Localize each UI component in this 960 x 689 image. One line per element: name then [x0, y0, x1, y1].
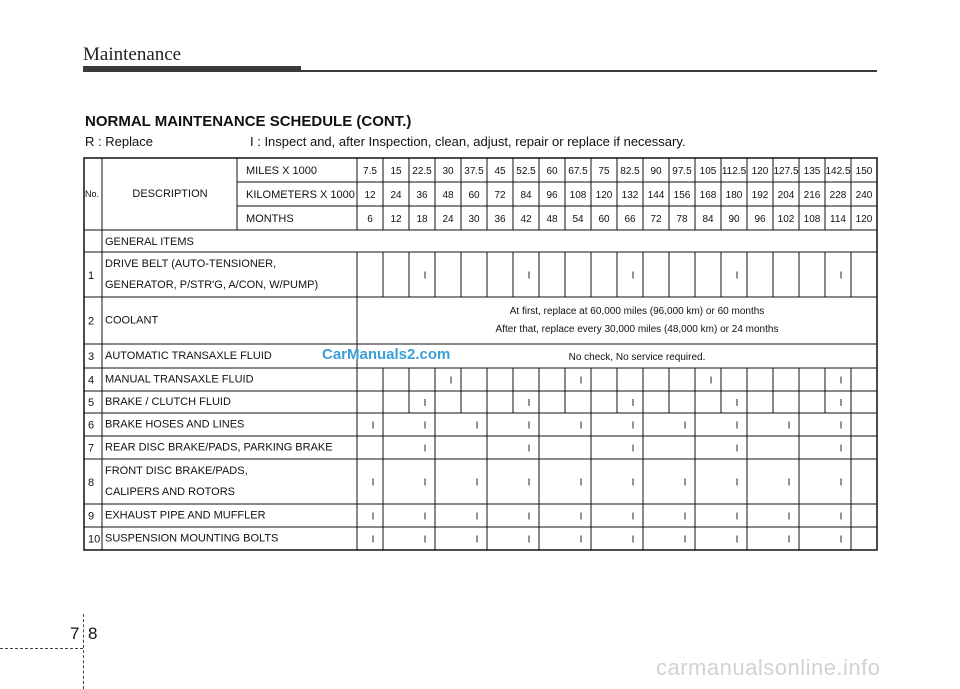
inspect-mark: I: [371, 511, 375, 523]
months-value: 30: [468, 214, 480, 225]
row-description: SUSPENSION MOUNTING BOLTS: [105, 532, 279, 545]
kilometers-value: 216: [803, 190, 821, 201]
kilometers-value: 228: [829, 190, 847, 201]
months-value: 66: [624, 214, 636, 225]
inspect-mark: I: [423, 511, 427, 523]
kilometers-value: 36: [416, 190, 428, 201]
inspect-mark: I: [371, 477, 375, 489]
inspect-mark: I: [735, 511, 739, 523]
inspect-mark: I: [579, 511, 583, 523]
kilometers-value: 240: [855, 190, 873, 201]
inspect-mark: I: [735, 420, 739, 432]
inspect-mark: I: [449, 375, 453, 387]
kilometers-value: 60: [468, 190, 480, 201]
inspect-mark: I: [527, 398, 531, 409]
months-value: 90: [728, 214, 740, 225]
inspect-mark: I: [839, 420, 843, 432]
miles-value: 52.5: [516, 166, 536, 177]
inspect-mark: I: [423, 477, 427, 489]
miles-value: 127.5: [773, 166, 799, 177]
miles-value: 75: [598, 166, 610, 177]
page-number-page: 8: [88, 624, 98, 643]
row-description: BRAKE HOSES AND LINES: [105, 418, 245, 431]
kilometers-value: 96: [546, 190, 558, 201]
row-description: BRAKE / CLUTCH FLUID: [105, 396, 231, 408]
kilometers-value: 12: [364, 190, 376, 201]
inspect-mark: I: [735, 443, 739, 455]
months-value: 60: [598, 214, 610, 225]
no-header: No.: [85, 189, 100, 199]
kilometers-value: 48: [442, 190, 454, 201]
inspect-mark: I: [631, 420, 635, 432]
page-number-chapter: 7: [70, 624, 80, 643]
months-value: 114: [830, 214, 846, 225]
miles-value: 135: [803, 166, 821, 177]
inspect-mark: I: [839, 270, 843, 282]
legend-replace: R : Replace: [85, 134, 153, 149]
row-number: 1: [88, 270, 95, 282]
miles-value: 150: [855, 166, 873, 177]
row-number: 7: [88, 442, 95, 455]
inspect-mark: I: [475, 477, 479, 489]
months-value: 12: [390, 214, 402, 225]
inspect-mark: I: [839, 443, 843, 455]
description-header: DESCRIPTION: [132, 188, 208, 200]
inspect-mark: I: [735, 270, 739, 282]
inspect-mark: I: [631, 477, 635, 489]
bottom-dashed-rule: [0, 648, 83, 649]
interval-label: KILOMETERS X 1000: [246, 189, 355, 201]
miles-value: 22.5: [412, 166, 432, 177]
inspect-mark: I: [579, 477, 583, 489]
general-items-label: GENERAL ITEMS: [105, 236, 194, 248]
inspect-mark: I: [579, 375, 583, 387]
kilometers-value: 156: [673, 190, 691, 201]
inspect-mark: I: [527, 477, 531, 489]
miles-value: 112.5: [721, 166, 747, 177]
row-number: 8: [88, 477, 95, 489]
inspect-mark: I: [735, 534, 739, 546]
row-number: 4: [88, 374, 95, 387]
miles-value: 82.5: [620, 166, 640, 177]
miles-value: 30: [442, 166, 454, 177]
page-header-title: Maintenance: [83, 44, 182, 65]
miles-value: 90: [650, 166, 662, 177]
kilometers-value: 72: [494, 190, 506, 201]
inspect-mark: I: [579, 534, 583, 546]
months-value: 42: [520, 214, 532, 225]
row-note: No check, No service required.: [568, 352, 706, 363]
inspect-mark: I: [475, 420, 479, 432]
months-value: 18: [416, 214, 428, 225]
legend-inspect: I : Inspect and, after Inspection, clean, adjust, repair or replace if necessary.: [250, 134, 686, 149]
watermark-carmanualsonline: carmanualsonline.info: [656, 655, 881, 680]
row-note: After that, replace every 30,000 miles (48,000 km) or 24 months: [495, 324, 779, 335]
inspect-mark: I: [683, 477, 687, 489]
miles-value: 142.5: [825, 166, 851, 177]
inspect-mark: I: [709, 375, 713, 387]
inspect-mark: I: [631, 398, 635, 409]
months-value: 36: [494, 214, 506, 225]
kilometers-value: 168: [699, 190, 717, 201]
row-description: COOLANT: [105, 314, 159, 327]
row-number: 3: [88, 351, 95, 363]
inspect-mark: I: [527, 534, 531, 546]
inspect-mark: I: [683, 534, 687, 546]
inspect-mark: I: [735, 477, 739, 489]
row-number: 6: [88, 419, 95, 432]
kilometers-value: 132: [621, 190, 639, 201]
miles-value: 7.5: [363, 166, 377, 177]
months-value: 84: [702, 214, 714, 225]
months-value: 120: [855, 214, 873, 225]
months-value: 102: [777, 214, 795, 225]
row-description: GENERATOR, P/STR'G, A/CON, W/PUMP): [105, 279, 319, 291]
inspect-mark: I: [631, 534, 635, 546]
inspect-mark: I: [423, 443, 427, 455]
kilometers-value: 204: [777, 190, 795, 201]
kilometers-value: 108: [569, 190, 587, 201]
inspect-mark: I: [423, 270, 427, 282]
miles-value: 45: [494, 166, 506, 177]
inspect-mark: I: [631, 270, 635, 282]
row-description: MANUAL TRANSAXLE FLUID: [105, 373, 254, 386]
inspect-mark: I: [683, 420, 687, 432]
inspect-mark: I: [475, 534, 479, 546]
row-number: 10: [88, 533, 101, 546]
inspect-mark: I: [527, 443, 531, 455]
inspect-mark: I: [371, 534, 375, 546]
months-value: 108: [803, 214, 821, 225]
row-description: FRONT DISC BRAKE/PADS,: [105, 465, 248, 477]
miles-value: 97.5: [672, 166, 692, 177]
kilometers-value: 120: [595, 190, 613, 201]
inspect-mark: I: [683, 511, 687, 523]
row-note: At first, replace at 60,000 miles (96,000 km) or 60 months: [509, 306, 765, 317]
row-number: 9: [88, 510, 95, 523]
row-description: CALIPERS AND ROTORS: [105, 486, 235, 498]
kilometers-value: 24: [390, 190, 402, 201]
inspect-mark: I: [839, 477, 843, 489]
inspect-mark: I: [631, 443, 635, 455]
inspect-mark: I: [475, 511, 479, 523]
row-number: 5: [88, 397, 95, 409]
inspect-mark: I: [423, 534, 427, 546]
inspect-mark: I: [579, 420, 583, 432]
row-number: 2: [88, 315, 95, 328]
months-value: 72: [650, 214, 662, 225]
months-value: 24: [442, 214, 454, 225]
inspect-mark: I: [527, 420, 531, 432]
miles-value: 60: [546, 166, 558, 177]
inspect-mark: I: [839, 375, 843, 387]
inspect-mark: I: [735, 398, 739, 409]
row-description: REAR DISC BRAKE/PADS, PARKING BRAKE: [105, 441, 333, 454]
inspect-mark: I: [839, 398, 843, 409]
inspect-mark: I: [787, 477, 791, 489]
inspect-mark: I: [787, 511, 791, 523]
row-description: EXHAUST PIPE AND MUFFLER: [105, 509, 266, 522]
months-value: 54: [572, 214, 584, 225]
miles-value: 15: [390, 166, 402, 177]
inspect-mark: I: [839, 534, 843, 546]
kilometers-value: 180: [725, 190, 743, 201]
months-value: 48: [546, 214, 558, 225]
miles-value: 120: [751, 166, 769, 177]
row-description: AUTOMATIC TRANSAXLE FLUID: [105, 350, 272, 362]
miles-value: 105: [699, 166, 717, 177]
section-title: NORMAL MAINTENANCE SCHEDULE (CONT.): [85, 113, 412, 130]
interval-label: MONTHS: [246, 213, 294, 225]
watermark-carmanuals2: CarManuals2.com: [322, 346, 451, 363]
inspect-mark: I: [787, 534, 791, 546]
inspect-mark: I: [423, 420, 427, 432]
months-value: 96: [754, 214, 766, 225]
months-value: 6: [367, 214, 373, 225]
kilometers-value: 84: [520, 190, 532, 201]
inspect-mark: I: [527, 270, 531, 282]
inspect-mark: I: [527, 511, 531, 523]
inspect-mark: I: [787, 420, 791, 432]
inspect-mark: I: [631, 511, 635, 523]
page-number-divider: [83, 614, 84, 689]
interval-label: MILES X 1000: [246, 165, 317, 177]
miles-value: 67.5: [568, 166, 588, 177]
inspect-mark: I: [839, 511, 843, 523]
inspect-mark: I: [371, 420, 375, 432]
row-description: DRIVE BELT (AUTO-TENSIONER,: [105, 258, 277, 270]
inspect-mark: I: [423, 398, 427, 409]
kilometers-value: 192: [751, 190, 769, 201]
kilometers-value: 144: [647, 190, 665, 201]
miles-value: 37.5: [464, 166, 484, 177]
months-value: 78: [676, 214, 688, 225]
